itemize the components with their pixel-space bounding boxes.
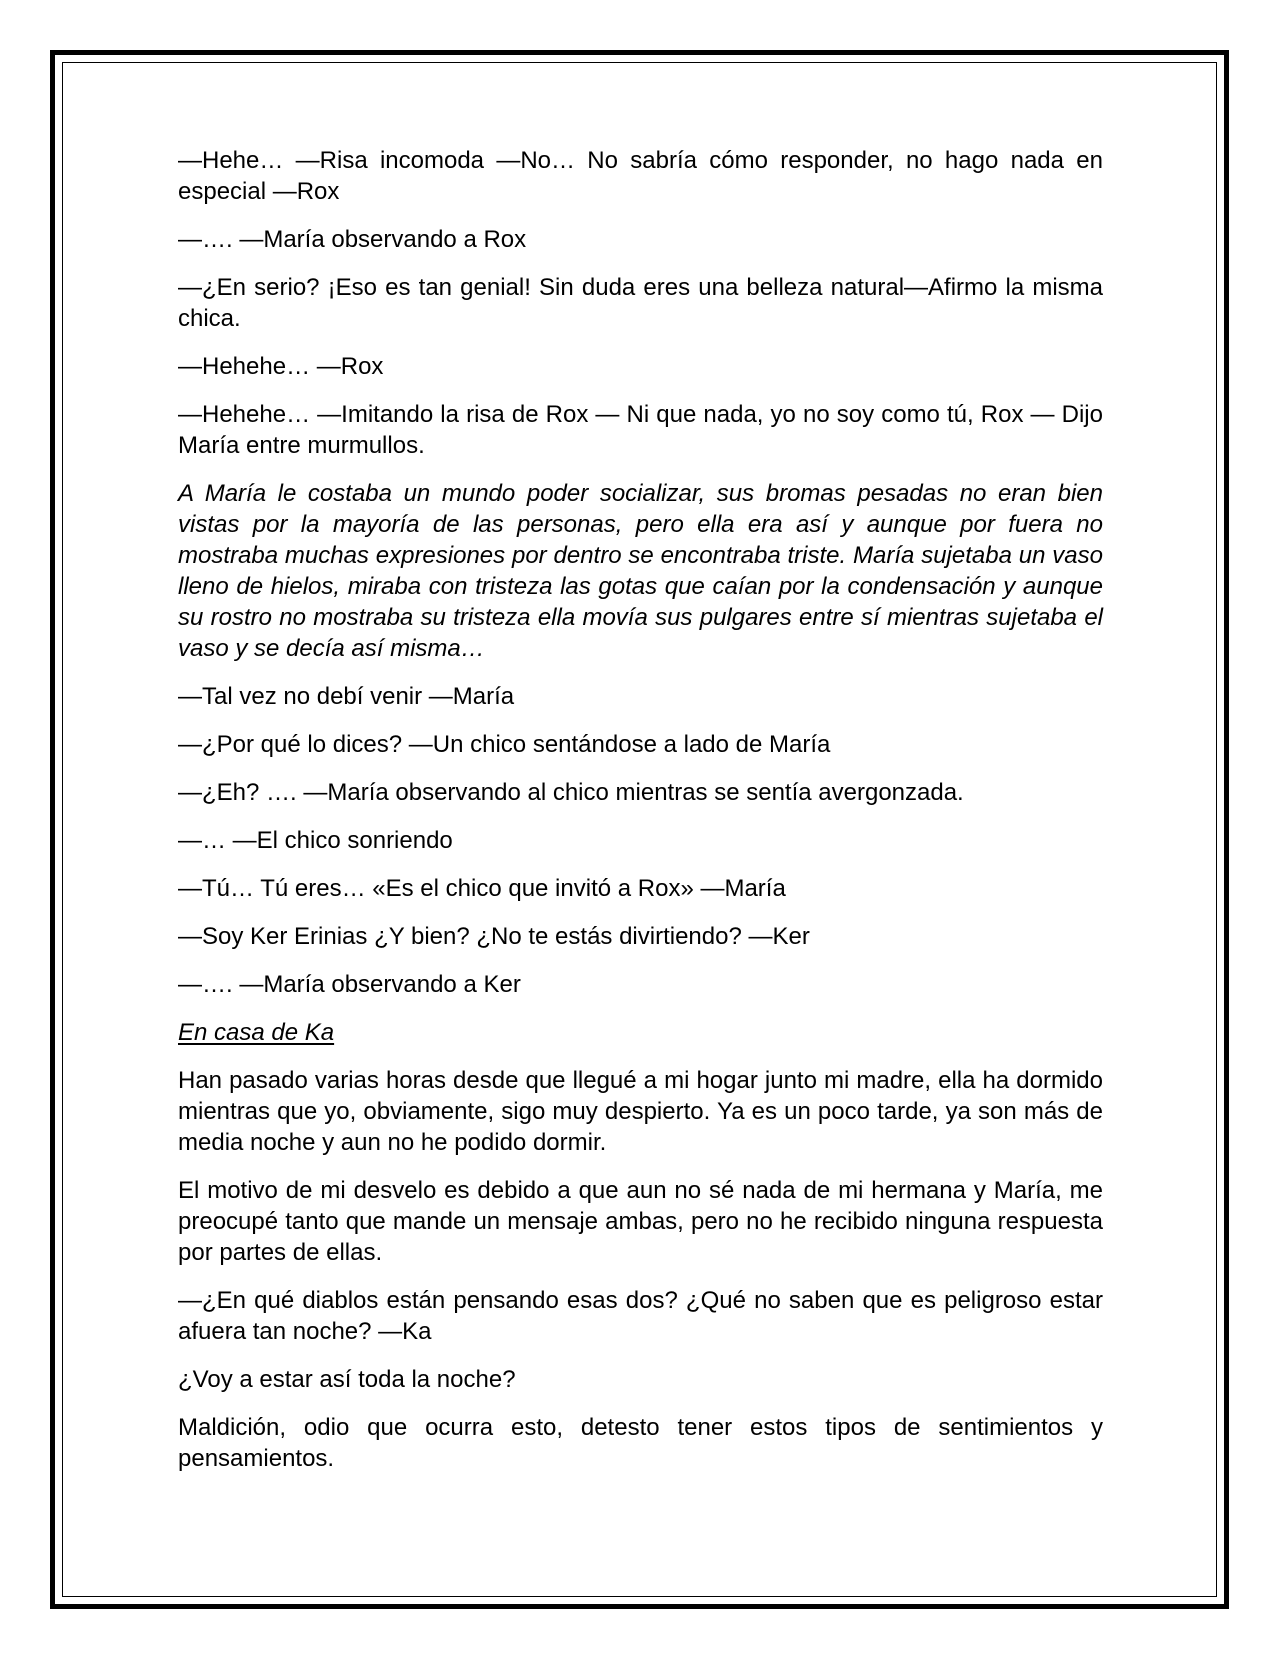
dialogue-line: —Tú… Tú eres… «Es el chico que invitó a Rox» —María [178,875,786,902]
narration-paragraph: ¿Voy a estar así toda la noche? [178,1366,516,1393]
dialogue-line: —¿Por qué lo dices? —Un chico sentándose a lado de María [178,731,831,758]
scene-heading: En casa de Ka [178,1019,335,1046]
dialogue-line: —… —El chico sonriendo [178,827,453,854]
dialogue-line: —…. —María observando a Ker [178,971,521,998]
dialogue-line: —Soy Ker Erinias ¿Y bien? ¿No te estás divirtiendo? —Ker [178,923,810,950]
dialogue-line: —Tal vez no debí venir —María [178,683,515,710]
document-body [178,145,1103,1491]
dialogue-line: —…. —María observando a Rox [178,226,527,253]
dialogue-line: —Hehehe… —Rox [178,353,384,380]
dialogue-line: —¿En qué diablos están pensando esas dos? ¿Qué no saben que es peligroso estar afuera tan noche? —Ka [178,1287,1103,1345]
dialogue-line: —Hehe… —Risa incomoda —No… No sabría cómo responder, no hago nada en especial —Rox [178,147,1103,205]
narration-paragraph: Han pasado varias horas desde que llegué a mi hogar junto mi madre, ella ha dormido mientras que yo, obviamente, sigo muy despierto. Ya es un poco tarde, ya son más de media noche y aun no he podido dormir. [178,1067,1103,1156]
dialogue-line: —¿En serio? ¡Eso es tan genial! Sin duda eres una belleza natural—Afirmo la misma chica. [178,274,1103,332]
dialogue-line: —¿Eh? …. —María observando al chico mientras se sentía avergonzada. [178,779,964,806]
narration-paragraph: A María le costaba un mundo poder socializar, sus bromas pesadas no eran bien vistas por la mayoría de las personas, pero ella era así y aunque por fuera no mostraba muchas expresiones por dentro se encontraba triste. María sujetaba un vaso lleno de hielos, miraba con tristeza las gotas que caían por la condensación y aunque su rostro no mostraba su tristeza ella movía sus pulgares entre sí mientras sujetaba el vaso y se decía así misma… [178,480,1103,662]
narration-paragraph: El motivo de mi desvelo es debido a que aun no sé nada de mi hermana y María, me preocupé tanto que mande un mensaje ambas, pero no he recibido ninguna respuesta por partes de ellas. [178,1177,1103,1266]
narration-paragraph: Maldición, odio que ocurra esto, detesto tener estos tipos de sentimientos y pensamientos. [178,1414,1103,1472]
dialogue-line: —Hehehe… —Imitando la risa de Rox — Ni que nada, yo no soy como tú, Rox — Dijo María entre murmullos. [178,401,1103,459]
